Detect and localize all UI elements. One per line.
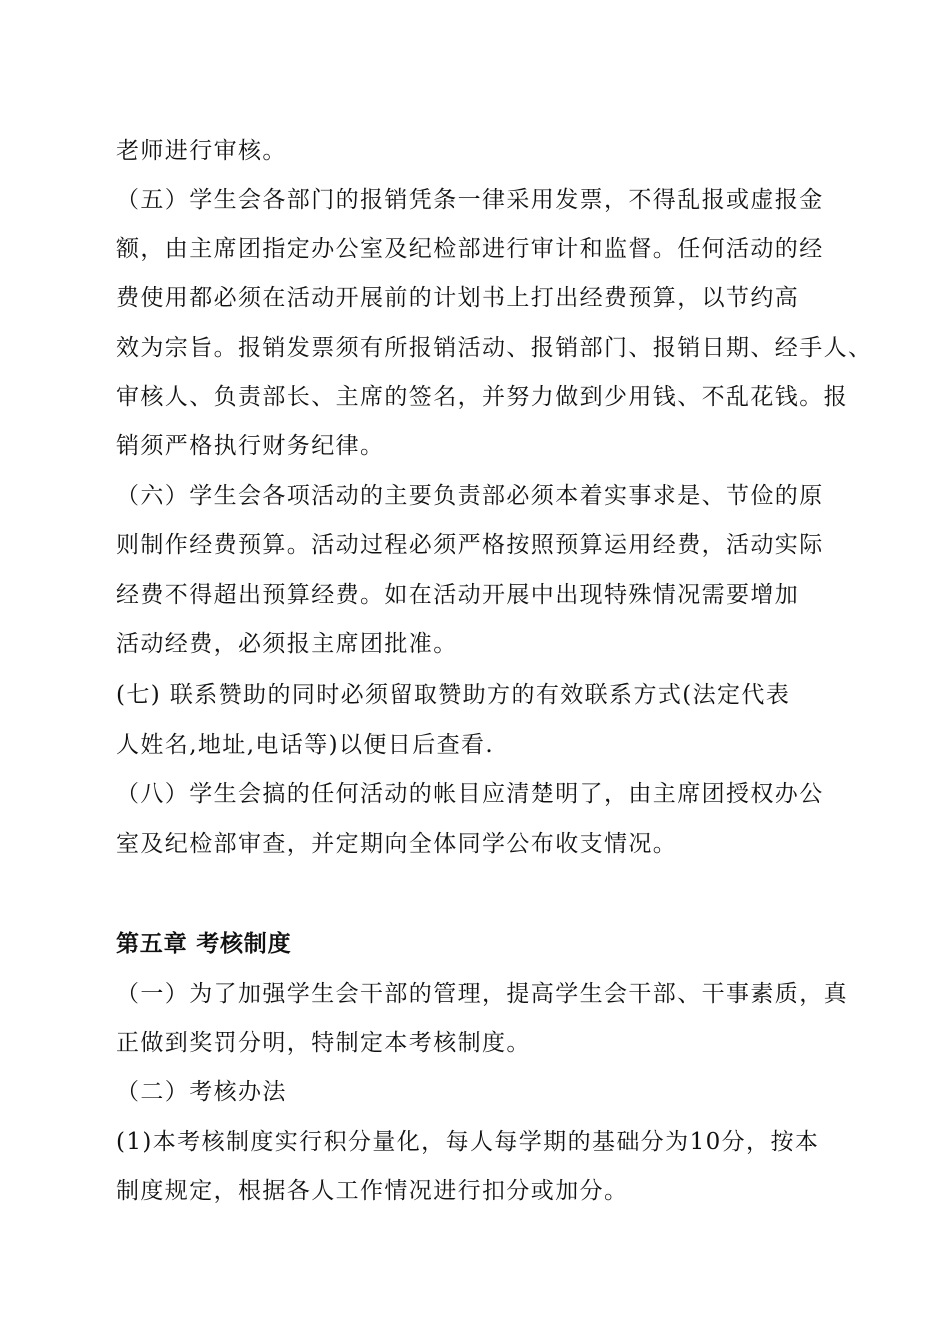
paragraph-line: 额，由主席团指定办公室及纪检部进行审计和监督。任何活动的经 — [116, 236, 824, 262]
paragraph-line: 活动经费，必须报主席团批准。 — [116, 631, 458, 657]
chapter-heading: 第五章 考核制度 — [116, 931, 292, 957]
paragraph-line: （六）学生会各项活动的主要负责部必须本着实事求是、节俭的原 — [116, 483, 824, 509]
paragraph-line: 老师进行审核。 — [116, 138, 287, 164]
paragraph-line: 则制作经费预算。活动过程必须严格按照预算运用经费，活动实际 — [116, 532, 824, 558]
paragraph-line: （五）学生会各部门的报销凭条一律采用发票，不得乱报或虚报金 — [116, 187, 824, 213]
paragraph-line: 制度规定，根据各人工作情况进行扣分或加分。 — [116, 1178, 629, 1204]
paragraph-line: 费使用都必须在活动开展前的计划书上打出经费预算，以节约高 — [116, 285, 800, 311]
paragraph-line: (七) 联系赞助的同时必须留取赞助方的有效联系方式(法定代表 — [116, 682, 791, 708]
paragraph-line: 效为宗旨。报销发票须有所报销活动、报销部门、报销日期、经手人、 — [116, 335, 873, 361]
paragraph-line: 经费不得超出预算经费。如在活动开展中出现特殊情况需要增加 — [116, 582, 800, 608]
paragraph-line: 审核人、负责部长、主席的签名，并努力做到少用钱、不乱花钱。报 — [116, 384, 848, 410]
paragraph-line: 正做到奖罚分明，特制定本考核制度。 — [116, 1030, 531, 1056]
paragraph-line: (1)本考核制度实行积分量化，每人每学期的基础分为10分，按本 — [116, 1129, 820, 1155]
section-subheading: （二）考核办法 — [116, 1079, 287, 1105]
paragraph-line: 室及纪检部审查，并定期向全体同学公布收支情况。 — [116, 831, 678, 857]
paragraph-line: （八）学生会搞的任何活动的帐目应清楚明了，由主席团授权办公 — [116, 781, 824, 807]
paragraph-line: 人姓名,地址,电话等)以便日后查看. — [116, 732, 495, 758]
paragraph-line: （一）为了加强学生会干部的管理，提高学生会干部、干事素质，真 — [116, 981, 848, 1007]
paragraph-line: 销须严格执行财务纪律。 — [116, 433, 385, 459]
